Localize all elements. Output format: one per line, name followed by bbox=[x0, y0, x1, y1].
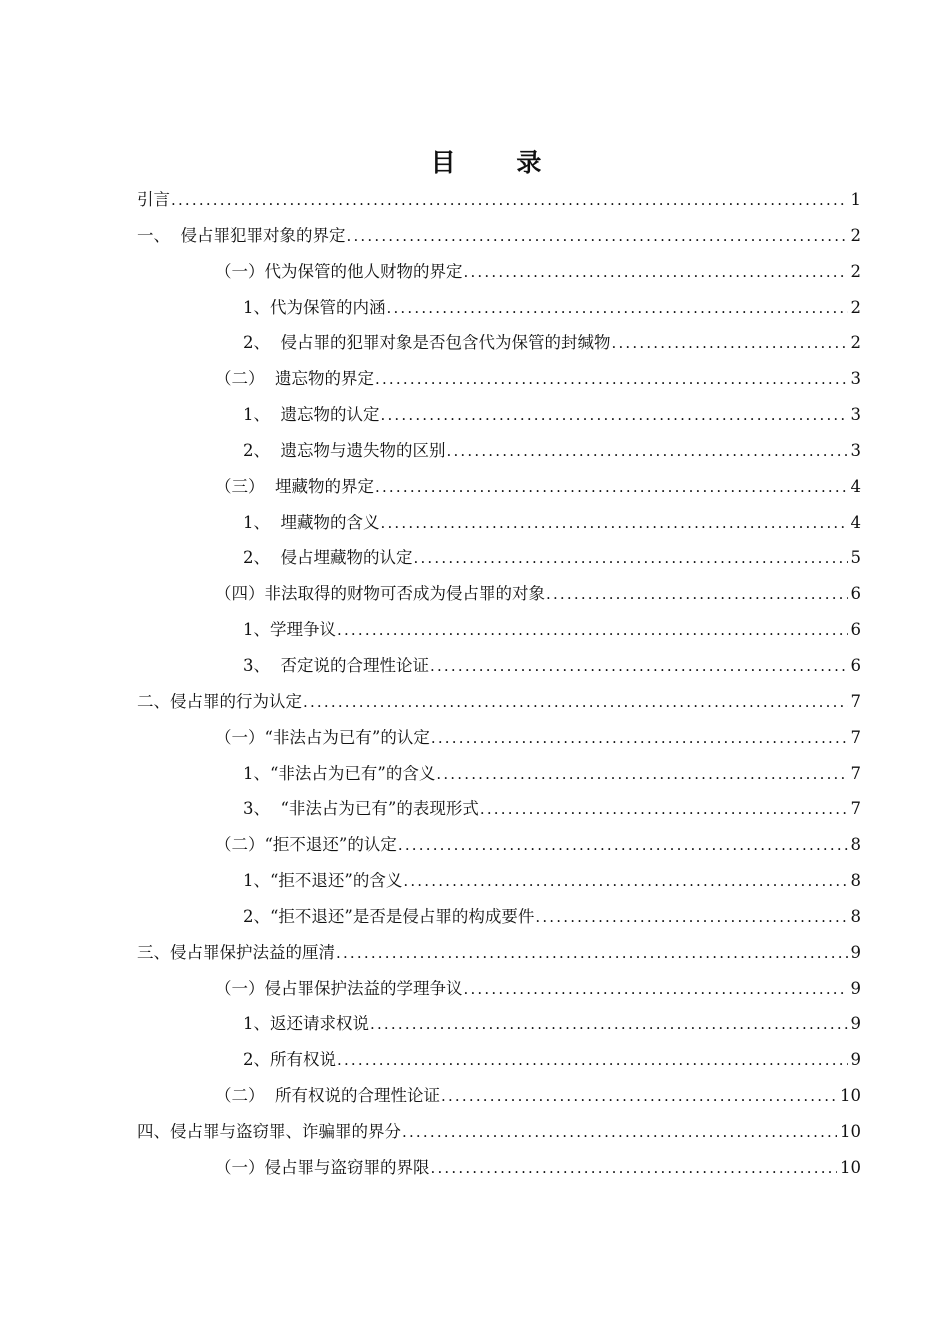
toc-dot-leader bbox=[171, 183, 848, 219]
toc-entry-label: （一）侵占罪保护法益的学理争议 bbox=[215, 978, 463, 998]
toc-entry-label: 1、返还请求权说 bbox=[243, 1014, 369, 1034]
toc-entry[interactable] bbox=[137, 971, 861, 1007]
toc-entry-page-number: 7 bbox=[850, 727, 861, 747]
toc-entry-page-number: 4 bbox=[850, 476, 861, 496]
toc-entry-label: 2、 侵占埋藏物的认定 bbox=[243, 548, 413, 568]
toc-dot-leader bbox=[370, 1007, 848, 1043]
toc-entry-page-number: 6 bbox=[850, 584, 861, 604]
toc-entry[interactable] bbox=[137, 1114, 861, 1150]
toc-dot-leader bbox=[464, 972, 848, 1008]
toc-entry-label: 1、 遗忘物的认定 bbox=[243, 405, 380, 425]
toc-dot-leader bbox=[336, 936, 848, 972]
toc-entry-page-number: 8 bbox=[850, 906, 861, 926]
toc-entry[interactable] bbox=[137, 899, 861, 935]
toc-entry[interactable] bbox=[137, 612, 861, 648]
toc-dot-leader bbox=[398, 828, 848, 864]
toc-entry-page-number: 7 bbox=[850, 763, 861, 783]
toc-entry[interactable] bbox=[137, 433, 861, 469]
toc-dot-leader bbox=[402, 1115, 837, 1151]
toc-entry-label: （二） 遗忘物的界定 bbox=[215, 369, 374, 389]
toc-entry[interactable] bbox=[137, 791, 861, 827]
toc-entry-page-number: 7 bbox=[850, 799, 861, 819]
toc-entry-page-number: 9 bbox=[850, 942, 861, 962]
toc-dot-leader bbox=[546, 577, 848, 613]
toc-entry-page-number: 3 bbox=[850, 405, 861, 425]
toc-dot-leader bbox=[430, 649, 848, 685]
toc-entry[interactable] bbox=[137, 720, 861, 756]
toc-entry-label: （二）“拒不退还”的认定 bbox=[215, 835, 397, 855]
toc-entry[interactable] bbox=[137, 1078, 861, 1114]
toc-dot-leader bbox=[431, 721, 848, 757]
toc-entry-label: 1、“拒不退还”的含义 bbox=[243, 871, 403, 891]
toc-entry-page-number: 2 bbox=[850, 225, 861, 245]
toc-dot-leader bbox=[612, 326, 848, 362]
toc-entry[interactable] bbox=[137, 290, 861, 326]
toc-entry-page-number: 10 bbox=[840, 1086, 861, 1106]
toc-entry-label: 2、“拒不退还”是否是侵占罪的构成要件 bbox=[243, 906, 535, 926]
toc-entry[interactable] bbox=[137, 1150, 861, 1186]
toc-dot-leader bbox=[436, 757, 847, 793]
toc-dot-leader bbox=[403, 864, 847, 900]
toc-entry-page-number: 3 bbox=[850, 369, 861, 389]
toc-entry-page-number: 9 bbox=[850, 1050, 861, 1070]
toc-entry-page-number: 6 bbox=[850, 620, 861, 640]
toc-title: 目 录 bbox=[430, 148, 568, 177]
toc-entry[interactable] bbox=[137, 576, 861, 612]
toc-entry-page-number: 4 bbox=[850, 512, 861, 532]
toc-dot-leader bbox=[347, 219, 848, 255]
toc-entry[interactable] bbox=[137, 935, 861, 971]
toc-entry-page-number: 10 bbox=[840, 1157, 861, 1177]
toc-entry-label: 引言 bbox=[137, 190, 170, 209]
toc-entry-label: （四）非法取得的财物可否成为侵占罪的对象 bbox=[215, 584, 545, 604]
toc-dot-leader bbox=[387, 291, 848, 327]
toc-dot-leader bbox=[464, 255, 848, 291]
toc-dot-leader bbox=[441, 1079, 837, 1115]
toc-entry-page-number: 7 bbox=[850, 691, 861, 711]
toc-dot-leader bbox=[447, 434, 848, 470]
toc-entry-label: 1、代为保管的内涵 bbox=[243, 297, 386, 317]
toc-entry[interactable] bbox=[137, 863, 861, 899]
toc-dot-leader bbox=[381, 398, 848, 434]
toc-entry-label: 2、所有权说 bbox=[243, 1050, 336, 1070]
toc-dot-leader bbox=[414, 541, 848, 577]
toc-entry-label: 2、 侵占罪的犯罪对象是否包含代为保管的封缄物 bbox=[243, 333, 611, 353]
toc-entry[interactable] bbox=[137, 469, 861, 505]
toc-entry-label: 三、侵占罪保护法益的厘清 bbox=[137, 942, 335, 962]
toc-entry[interactable] bbox=[137, 218, 861, 254]
toc-dot-leader bbox=[535, 900, 847, 936]
toc-entry-page-number: 5 bbox=[850, 548, 861, 568]
toc-entry-label: 一、 侵占罪犯罪对象的界定 bbox=[137, 225, 346, 245]
toc-dot-leader bbox=[480, 792, 848, 828]
toc-entry[interactable] bbox=[137, 540, 861, 576]
toc-entry-label: 1、学理争议 bbox=[243, 620, 336, 640]
toc-dot-leader bbox=[375, 362, 848, 398]
toc-dot-leader bbox=[337, 1043, 848, 1079]
toc-entry-label: 1、“非法占为已有”的含义 bbox=[243, 763, 436, 783]
toc-entry-label: （三） 埋藏物的界定 bbox=[215, 476, 374, 496]
toc-entry[interactable] bbox=[137, 182, 861, 218]
toc-entry-page-number: 2 bbox=[850, 261, 861, 281]
toc-entry[interactable] bbox=[137, 1006, 861, 1042]
toc-dot-leader bbox=[381, 506, 848, 542]
toc-entry-label: （一）侵占罪与盗窃罪的界限 bbox=[215, 1157, 430, 1177]
toc-entry[interactable] bbox=[137, 648, 861, 684]
toc-entry-label: 3、 否定说的合理性论证 bbox=[243, 655, 429, 675]
toc-entry[interactable] bbox=[137, 505, 861, 541]
toc-entry-page-number: 9 bbox=[850, 1014, 861, 1034]
toc-list bbox=[137, 182, 861, 1186]
toc-entry[interactable] bbox=[137, 254, 861, 290]
toc-dot-leader bbox=[303, 685, 848, 721]
toc-entry-label: 2、 遗忘物与遗失物的区别 bbox=[243, 440, 446, 460]
toc-entry-page-number: 2 bbox=[850, 333, 861, 353]
toc-entry[interactable] bbox=[137, 361, 861, 397]
toc-entry[interactable] bbox=[137, 684, 861, 720]
toc-entry-page-number: 8 bbox=[850, 871, 861, 891]
toc-dot-leader bbox=[337, 613, 848, 649]
toc-entry-label: 1、 埋藏物的含义 bbox=[243, 512, 380, 532]
toc-entry-page-number: 2 bbox=[850, 297, 861, 317]
toc-entry[interactable] bbox=[137, 397, 861, 433]
toc-entry-label: （二） 所有权说的合理性论证 bbox=[215, 1086, 440, 1106]
toc-entry-label: 3、 “非法占为已有”的表现形式 bbox=[243, 799, 479, 819]
toc-entry-page-number: 1 bbox=[850, 190, 861, 209]
toc-entry-label: 四、侵占罪与盗窃罪、诈骗罪的界分 bbox=[137, 1121, 401, 1141]
toc-entry[interactable] bbox=[137, 756, 861, 792]
toc-entry[interactable] bbox=[137, 827, 861, 863]
toc-entry-page-number: 6 bbox=[850, 655, 861, 675]
toc-entry[interactable] bbox=[137, 325, 861, 361]
toc-dot-leader bbox=[431, 1151, 838, 1187]
toc-entry-page-number: 3 bbox=[850, 440, 861, 460]
toc-entry-label: （一）“非法占为已有”的认定 bbox=[215, 727, 430, 747]
toc-entry[interactable] bbox=[137, 1042, 861, 1078]
toc-entry-page-number: 10 bbox=[840, 1121, 861, 1141]
toc-entry-label: （一）代为保管的他人财物的界定 bbox=[215, 261, 463, 281]
toc-dot-leader bbox=[375, 470, 848, 506]
toc-entry-label: 二、侵占罪的行为认定 bbox=[137, 691, 302, 711]
toc-entry-page-number: 8 bbox=[850, 835, 861, 855]
toc-entry-page-number: 9 bbox=[850, 978, 861, 998]
